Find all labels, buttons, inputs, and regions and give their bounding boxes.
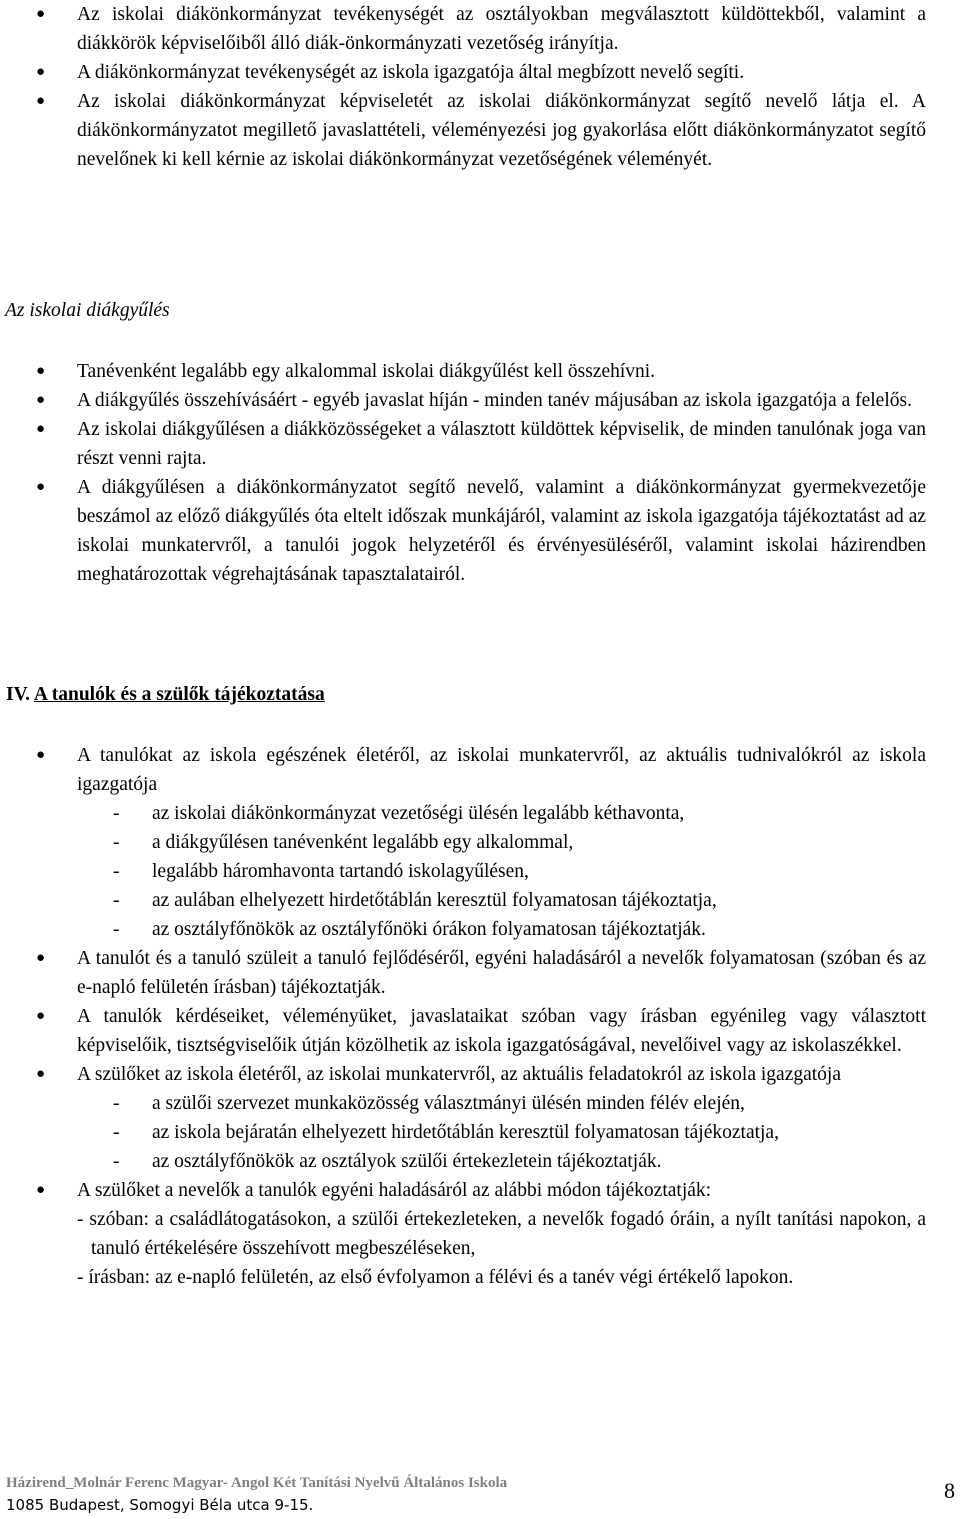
list-item: ● Tanévenként legalább egy alkalommal iskolai diákgyűlést kell összehívni. bbox=[0, 357, 960, 386]
dash-list bbox=[77, 799, 926, 944]
dash-item: - legalább háromhavonta tartandó iskolagyűlésen, bbox=[113, 861, 529, 882]
footer-title: Házirend_Molnár Ferenc Magyar- Angol Két Tanítási Nyelvű Általános Iskola bbox=[6, 1475, 508, 1491]
list-item: ● A diákgyűlés összehívásáért - egyéb javaslat híján - minden tanév májusában az iskola igazgatója a felelős. bbox=[0, 386, 960, 415]
student-council-list bbox=[0, 0, 960, 174]
list-item: ● Az iskolai diákgyűlésen a diákközösségeket a választott küldöttek képviselik, de minden tanulónak joga van részt venni rajta. bbox=[0, 415, 960, 473]
list-item: ● A szülőket az iskola életéről, az iskolai munkatervről, az aktuális feladatokról az iskola igazgatója - a szülői szervezet munkaközösség választmányi ülésén minden félév elején, - az iskola bejáratán elhelyezett hirdetőtáblán keresztül folyamatosan tájékoztatja, - az osztályfőnökök az osztályok szülői értekezletein tájékoztatják. bbox=[0, 1060, 960, 1176]
dash-item: - az iskolai diákönkormányzat vezetőségi ülésén legalább kéthavonta, bbox=[113, 803, 685, 824]
dash-item: - a diákgyűlésen tanévenként legalább egy alkalommal, bbox=[113, 832, 574, 853]
bullet-icon: ● bbox=[36, 479, 46, 495]
subheading: Az iskolai diákgyűlés bbox=[5, 300, 170, 321]
bullet-icon: ● bbox=[36, 1066, 46, 1082]
bullet-icon: ● bbox=[36, 1008, 46, 1024]
bullet-icon: ● bbox=[36, 64, 46, 80]
list-item: ● Az iskolai diákönkormányzat tevékenységét az osztályokban megválasztott küldöttekből, valamint a diákkörök képviselőiből álló diák-önkormányzati vezetőség irányítja. bbox=[0, 0, 960, 58]
sub-item: - írásban: az e-napló felületén, az első évfolyamon a félévi és a tanév végi értékelő lapokon. bbox=[77, 1267, 794, 1288]
list-item: ● Az iskolai diákönkormányzat képviseletét az iskolai diákönkormányzat segítő nevelő látja el. A diákönkormányzatot megillető javaslattételi, véleményezési jog gyakorlása előtt diákönkormányzatot segítő nevelőnek ki kell kérnie az iskolai diákönkormányzat vezetőségének véleményét. bbox=[0, 87, 960, 174]
dash-item: - az osztályfőnökök az osztályfőnöki órákon folyamatosan tájékoztatják. bbox=[113, 919, 706, 940]
bullet-icon: ● bbox=[36, 950, 46, 966]
section-heading bbox=[6, 680, 325, 709]
dash-item: - az aulában elhelyezett hirdetőtáblán keresztül folyamatosan tájékoztatja, bbox=[113, 890, 717, 911]
section-title: A tanulók és a szülők tájékoztatása bbox=[33, 684, 325, 705]
dash-list bbox=[77, 1089, 926, 1176]
bullet-icon: ● bbox=[36, 421, 46, 437]
bullet-icon: ● bbox=[36, 363, 46, 379]
list-item: ● A diákgyűlésen a diákönkormányzatot segítő nevelő, valamint a diákönkormányzat gyermekvezetője beszámol az előző diákgyűlés óta eltelt időszak munkájáról, valamint az iskola igazgatója tájékoztatást ad az iskolai munkatervről, a tanulói jogok helyzetéről és érvényesüléséről, valamint iskolai házirendben meghatározottak végrehajtásának tapasztalatairól. bbox=[0, 473, 960, 589]
information-list bbox=[0, 741, 960, 1292]
list-item: ● A tanulót és a tanuló szüleit a tanuló fejlődéséről, egyéni haladásáról a nevelők folyamatosan (szóban és az e-napló felületén írásban) tájékoztatják. bbox=[0, 944, 960, 1002]
list-item: ● A diákönkormányzat tevékenységét az iskola igazgatója által megbízott nevelő segíti. bbox=[0, 58, 960, 87]
dash-item: - az iskola bejáratán elhelyezett hirdetőtáblán keresztül folyamatosan tájékoztatja, bbox=[113, 1122, 779, 1143]
list-item: ● A tanulókat az iskola egészének életéről, az iskolai munkatervről, az aktuális tudnivalókról az iskola igazgatója - az iskolai diákönkormányzat vezetőségi ülésén legalább kéthavonta, - a diákgyűlésen tanévenként legalább egy alkalommal, - legalább háromhavonta tartandó iskolagyűlésen, - az aulában elhelyezett hirdetőtáblán keresztül folyamatosan tájékoztatja, - az osztályfőnökök az osztályfőnöki órákon folyamatosan tájékoztatják. bbox=[0, 741, 960, 944]
page-number: 8 bbox=[944, 1478, 955, 1503]
sub-item: - szóban: a családlátogatásokon, a szülői értekezleteken, a nevelők fogadó óráin, a nyílt tanítási napokon, a tanuló értékelésére összehívott megbeszéléseken, bbox=[77, 1209, 926, 1259]
bullet-icon: ● bbox=[36, 93, 46, 109]
list-item: ● A tanulók kérdéseiket, véleményüket, javaslataikat szóban vagy írásban egyénileg vagy választott képviselőik, tisztségviselőik útján közölhetik az iskola igazgatóságával, nevelőivel vagy az iskolaszékkel. bbox=[0, 1002, 960, 1060]
bullet-icon: ● bbox=[36, 6, 46, 22]
dash-item: - az osztályfőnökök az osztályok szülői értekezletein tájékoztatják. bbox=[113, 1151, 662, 1172]
footer-address: 1085 Budapest, Somogyi Béla utca 9-15. bbox=[6, 1496, 314, 1514]
bullet-icon: ● bbox=[36, 1182, 46, 1198]
bullet-icon: ● bbox=[36, 392, 46, 408]
dash-item: - a szülői szervezet munkaközösség választmányi ülésén minden félév elején, bbox=[113, 1093, 745, 1114]
student-assembly-list bbox=[0, 357, 960, 589]
list-item: ● A szülőket a nevelők a tanulók egyéni haladásáról az alábbi módon tájékoztatják: - szóban: a családlátogatásokon, a szülői értekezleteken, a nevelők fogadó óráin, a nyílt tanítási napokon, a tanuló értékelésére összehívott megbeszéléseken, - írásban: az e-napló felületén, az első évfolyamon a félévi és a tanév végi értékelő lapokon. bbox=[0, 1176, 960, 1292]
section-number: IV. bbox=[6, 684, 31, 705]
bullet-icon: ● bbox=[36, 747, 46, 763]
